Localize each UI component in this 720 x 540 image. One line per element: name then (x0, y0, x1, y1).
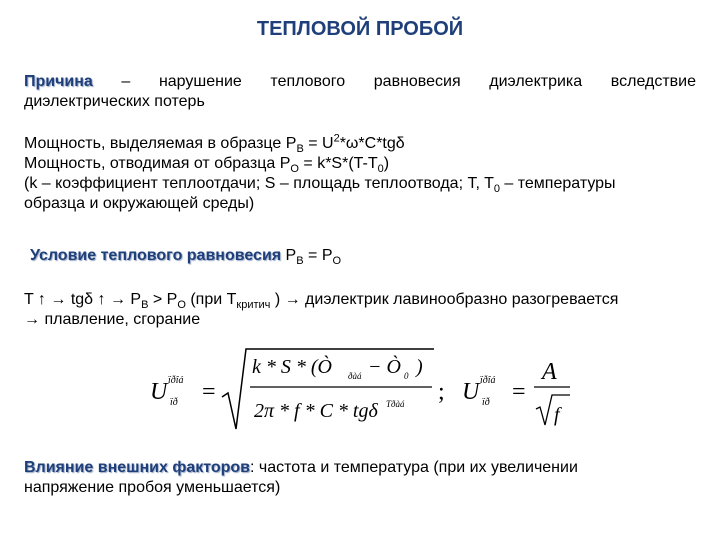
factors-label: Влияние внешних факторов (24, 459, 250, 476)
legend-line-1 (24, 174, 696, 194)
power-released-line (24, 134, 696, 154)
factors-block (24, 458, 696, 498)
cause-block (24, 72, 696, 112)
power-released-text: Мощность, выделяемая в образце (24, 135, 286, 152)
formula-eq-2: = (512, 379, 526, 405)
cause-line-2: диэлектрических потерь (24, 93, 205, 110)
legend-sub0: 0 (493, 183, 500, 196)
formula-numerator: k * S * (Ò (252, 356, 332, 378)
formula-u2-sub: ïð (482, 397, 490, 408)
cause-label: Причина (24, 73, 93, 90)
factors-line-1 (24, 458, 696, 478)
formula-num-sub2: 0 (404, 371, 409, 381)
cause-line-1 (24, 72, 696, 92)
power-released-sub: B (296, 143, 304, 156)
power-removed-symbol: P (279, 155, 291, 172)
process-d: ) → диэлектрик лавинообразно разогревается (270, 291, 619, 308)
process-a: T ↑ → tgδ ↑ → P (24, 291, 142, 308)
formula-eq-1: = (202, 379, 216, 405)
process-line-2: → плавление, сгорание (24, 311, 201, 328)
formula-u: U (150, 379, 168, 405)
condition-p1: P (281, 247, 297, 264)
formula-num-mid: − Ò (368, 356, 401, 378)
formula-num-end: ) (416, 356, 423, 378)
process-block (24, 290, 696, 330)
power-released-symbol: P (285, 135, 297, 152)
formula-u2-sup: ïðîá (480, 375, 496, 386)
legend-text-a: (k – коэффициент теплоотдачи; S – площадь теплоотвода; T, T (24, 175, 494, 192)
process-b: > P (148, 291, 178, 308)
page-title: ТЕПЛОВОЙ ПРОБОЙ (256, 18, 464, 40)
process-sub2: O (177, 299, 186, 312)
power-removed-line (24, 154, 696, 174)
condition-eq: = P (303, 247, 333, 264)
power-block (24, 134, 696, 214)
formula-den-sup: Tðàá (386, 399, 405, 409)
formula-radical-2 (536, 395, 570, 425)
power-released-end: *ω*C*tgδ (339, 135, 405, 152)
process-sub1: B (141, 299, 149, 312)
factors-text: : частота и температура (при их увеличении (250, 459, 578, 476)
formula-denominator: 2π * f * C * tgδ (254, 400, 378, 422)
power-removed-end: ) (383, 155, 390, 172)
power-released-sup: 2 (333, 132, 340, 145)
power-removed-text: Мощность, отводимая от образца (24, 155, 280, 172)
power-removed-sub0: 0 (377, 163, 384, 176)
condition-line (30, 246, 702, 266)
cause-text: – нарушение теплового равновесия диэлектрика вследствие (121, 73, 696, 90)
process-c: (при T (185, 291, 237, 308)
power-removed-sub: O (290, 163, 299, 176)
condition-label: Условие теплового равновесия (30, 247, 282, 264)
factors-line-2: напряжение пробоя уменьшается) (24, 479, 281, 496)
formula-numer2: A (542, 359, 557, 385)
formula-u2: U (462, 379, 480, 405)
power-released-eq: = U (303, 135, 334, 152)
power-removed-eq: = k*S*(T-T (298, 155, 378, 172)
legend-line-2: образца и окружающей среды) (24, 195, 255, 212)
formula-denom2: f (554, 404, 560, 426)
formula-semicolon: ; (438, 379, 445, 405)
process-sub3: критич (236, 299, 271, 312)
formula-u-sup: ïðîá (168, 375, 184, 386)
legend-text-b: – температуры (499, 175, 616, 192)
breakdown-voltage-formula (150, 345, 590, 435)
formula-num-sub1: ðàá (348, 371, 362, 381)
condition-sub1: B (296, 255, 304, 268)
condition-sub2: O (332, 255, 342, 268)
process-line-1 (24, 290, 696, 310)
formula-u-sub: ïð (170, 397, 178, 408)
